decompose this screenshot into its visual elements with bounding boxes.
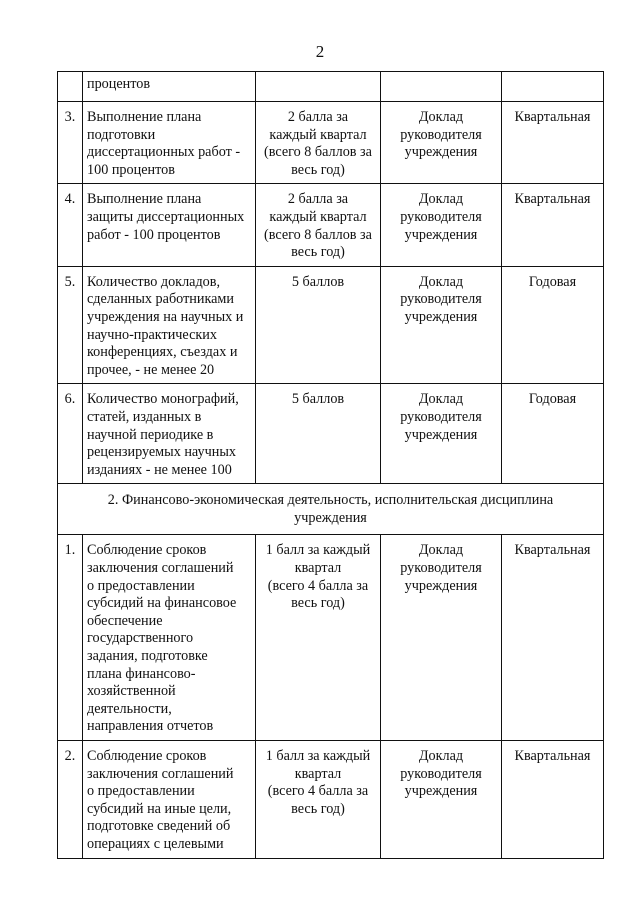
source-line: Доклад [418, 748, 464, 764]
period-cell: Квартальная [502, 184, 604, 266]
indicator-line: научной периодике в [87, 426, 214, 443]
points-line: 2 балла за [287, 191, 349, 208]
indicator-line: прочее, - не менее 20 [87, 361, 215, 378]
table-row [58, 741, 604, 859]
points-cell [256, 102, 381, 184]
table-row [58, 184, 604, 266]
points-line: 2 балла за [287, 109, 349, 125]
source-line: учреждения [404, 783, 478, 800]
indicator-cell [83, 102, 256, 184]
indicator-line: государственного [87, 630, 194, 647]
indicator-cell [83, 266, 256, 384]
points-cell [256, 72, 381, 102]
source-cell [381, 535, 502, 741]
table-row [58, 535, 604, 741]
source-line: учреждения [404, 226, 478, 243]
source-line: учреждения [404, 144, 478, 161]
table-row-continuation [58, 72, 604, 102]
indicator-line: субсидий на иные цели, [87, 800, 232, 817]
section2-rows [58, 535, 604, 858]
points-cell [256, 741, 381, 859]
indicator-line: Количество монографий, [87, 391, 239, 408]
indicator-line: Соблюдение сроков [87, 542, 207, 559]
points-cell [256, 384, 381, 484]
source-line: учреждения [404, 577, 478, 594]
indicator-line: заключения соглашений [87, 765, 234, 782]
period-cell: Квартальная [502, 102, 604, 184]
points-line: весь год) [291, 595, 345, 612]
indicator-cell: процентов [83, 72, 256, 102]
row-number [58, 72, 83, 102]
indicator-line: заключения соглашений [87, 560, 234, 577]
indicator-line: изданиях - не менее 100 [87, 461, 232, 478]
indicator-line: хозяйственной [87, 683, 176, 700]
points-line: (всего 8 баллов за [264, 226, 372, 243]
points-line: 1 балл за каждый [265, 748, 371, 764]
source-line: Доклад [418, 542, 464, 559]
row-number: 4. [58, 184, 83, 266]
indicator-line: операциях с целевыми [87, 835, 224, 852]
section1-rows [58, 102, 604, 484]
indicator-line: конференциях, съездах и [87, 344, 238, 361]
points-line: 5 баллов [291, 273, 345, 290]
indicator-line: обеспечение [87, 612, 163, 629]
points-cell [256, 266, 381, 384]
indicator-line: Выполнение плана [87, 191, 202, 208]
source-line: руководителя [400, 765, 482, 782]
source-line: руководителя [400, 126, 482, 143]
indicator-cell [83, 535, 256, 741]
source-line: Доклад [418, 109, 464, 125]
source-line: Доклад [418, 391, 464, 408]
indicator-line: направления отчетов [87, 718, 214, 735]
indicator-cell [83, 741, 256, 859]
source-cell [381, 72, 502, 102]
source-line: Доклад [418, 273, 464, 290]
source-line: учреждения [404, 426, 478, 443]
period-cell: Квартальная [502, 535, 604, 741]
indicators-table [57, 71, 604, 859]
indicator-cell [83, 184, 256, 266]
source-line: руководителя [400, 208, 482, 225]
points-cell [256, 184, 381, 266]
source-cell [381, 384, 502, 484]
indicator-line: Соблюдение сроков [87, 748, 207, 764]
page-number: 2 [315, 42, 325, 61]
section-heading-row [58, 484, 604, 535]
indicator-line: учреждения на научных и [87, 308, 244, 325]
period-cell: Годовая [502, 266, 604, 384]
source-cell [381, 102, 502, 184]
points-line: квартал [294, 560, 342, 577]
points-line: 5 баллов [291, 391, 345, 408]
source-cell [381, 266, 502, 384]
source-line: руководителя [400, 291, 482, 308]
source-cell [381, 184, 502, 266]
points-line: каждый квартал [269, 208, 367, 225]
points-line: квартал [294, 765, 342, 782]
indicator-line: подготовке сведений об [87, 818, 231, 835]
row-number: 2. [58, 741, 83, 859]
source-line: Доклад [418, 191, 464, 208]
row-number: 5. [58, 266, 83, 384]
indicator-line: защиты диссертационных [87, 208, 245, 225]
indicator-line: сделанных работниками [87, 291, 234, 308]
indicator-line: Количество докладов, [87, 273, 221, 290]
section-heading-line: учреждения [294, 509, 367, 526]
period-cell: Квартальная [502, 741, 604, 859]
indicator-line: плана финансово- [87, 665, 196, 682]
indicator-line: о предоставлении [87, 783, 195, 800]
indicator-cell [83, 384, 256, 484]
points-line: (всего 8 баллов за [264, 144, 372, 161]
indicator-line: диссертационных работ - [87, 144, 241, 161]
indicator-line: статей, изданных в [87, 408, 202, 425]
table-row [58, 266, 604, 384]
points-line: весь год) [291, 161, 345, 178]
indicator-line: рецензируемых научных [87, 444, 236, 461]
indicator-line: научно-практических [87, 326, 217, 343]
indicator-line: подготовки [87, 126, 156, 143]
indicator-line: Выполнение плана [87, 109, 202, 125]
period-cell [502, 72, 604, 102]
points-line: каждый квартал [269, 126, 367, 143]
points-line: (всего 4 балла за [267, 577, 369, 594]
indicator-line: о предоставлении [87, 577, 195, 594]
source-line: учреждения [404, 308, 478, 325]
section-heading [58, 484, 604, 535]
indicator-line: субсидий на финансовое [87, 595, 237, 612]
points-line: (всего 4 балла за [267, 783, 369, 800]
source-line: руководителя [400, 408, 482, 425]
section-heading-line: 2. Финансово-экономическая деятельность, исполнительская дисциплина [107, 492, 554, 509]
indicator-line: работ - 100 процентов [87, 226, 221, 243]
indicator-line: задания, подготовке [87, 648, 208, 665]
source-line: руководителя [400, 560, 482, 577]
indicator-line: 100 процентов [87, 161, 175, 178]
table-row [58, 102, 604, 184]
source-cell [381, 741, 502, 859]
points-cell [256, 535, 381, 741]
row-number: 6. [58, 384, 83, 484]
table-row [58, 384, 604, 484]
period-cell: Годовая [502, 384, 604, 484]
indicator-line: деятельности, [87, 700, 172, 717]
row-number: 1. [58, 535, 83, 741]
row-number: 3. [58, 102, 83, 184]
points-line: весь год) [291, 800, 345, 817]
points-line: 1 балл за каждый [265, 542, 371, 559]
points-line: весь год) [291, 244, 345, 261]
